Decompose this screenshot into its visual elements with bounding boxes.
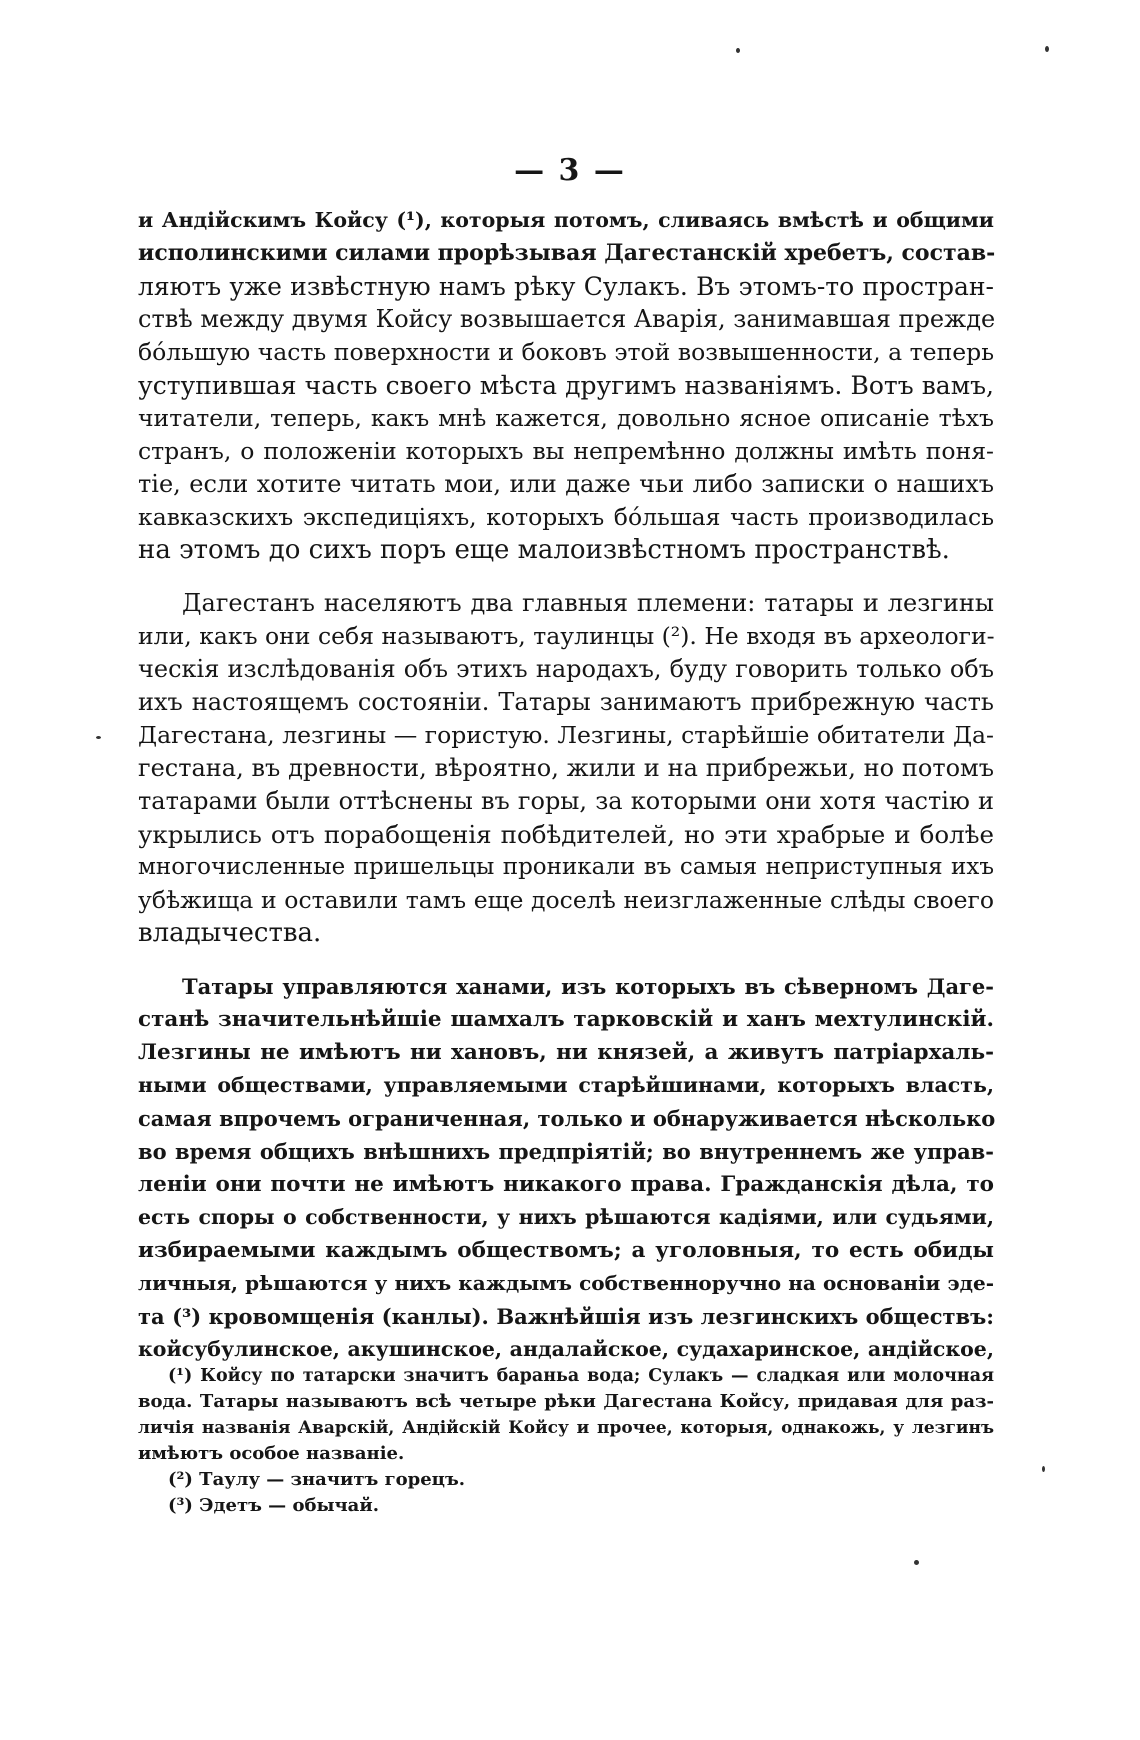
text-line: татарами были оттѣснены въ горы, за которыми они хотя частію и — [138, 787, 994, 815]
text-line: странъ, о положеніи которыхъ вы непремѣнно должны имѣть поня- — [138, 437, 994, 465]
text-line: тіе, если хотите читать мои, или даже чьи либо записки о нашихъ — [138, 470, 994, 498]
text-line: избираемыми каждымъ обществомъ; а уголовныя, то есть обиды — [138, 1238, 994, 1263]
footnote-line: имѣютъ особое названіе. — [138, 1443, 405, 1464]
main-text — [138, 204, 994, 1366]
text-line: во время общихъ внѣшнихъ предпріятій; во внутреннемъ же управ- — [138, 1139, 994, 1164]
text-line: Дагестана, лезгины — гористую. Лезгины, старѣйшіе обитатели Да- — [138, 721, 994, 749]
footnote-line: личія названія Аварскій, Андійскій Койсу и прочее, которыя, однакожь, у лезгинъ — [138, 1418, 994, 1438]
text-line: гестана, въ древности, вѣроятно, жили и на прибрежьи, но потомъ — [138, 754, 994, 782]
text-line: убѣжища и оставили тамъ еще доселѣ неизглаженные слѣды своего — [138, 886, 994, 914]
text-line: Татары управляются ханами, изъ которыхъ въ сѣверномъ Даге- — [182, 974, 994, 999]
text-line: Дагестанъ населяютъ два главныя племени: татары и лезгины — [182, 589, 994, 617]
text-line: читатели, теперь, какъ мнѣ кажется, довольно ясное описаніе тѣхъ — [138, 404, 994, 432]
text-line: владычества. — [138, 918, 322, 948]
footnote-line: (²) Таулу — значитъ горецъ. — [168, 1469, 466, 1490]
text-line: та (³) кровомщенія (канлы). Важнѣйшія изъ лезгинскихъ обществъ: — [138, 1304, 994, 1329]
footnote-line: вода. Татары называютъ всѣ четыре рѣки Дагестана Койсу, придавая для раз- — [138, 1391, 994, 1412]
scan-speck — [1042, 1466, 1045, 1472]
text-line: или, какъ они себя называютъ, таулинцы (²). Не входя въ археологи- — [138, 622, 995, 650]
text-line: самая впрочемъ ограниченная, только и обнаруживается нѣсколько — [138, 1106, 996, 1131]
text-line: многочисленные пришельцы проникали въ самыя неприступныя ихъ — [138, 854, 994, 880]
footnote — [138, 1467, 994, 1493]
footnote-line: (¹) Койсу по татарски значитъ бараньа вода; Сулакъ — сладкая или молочная — [168, 1366, 994, 1386]
scan-speck — [736, 48, 740, 53]
text-line: укрылись отъ порабощенія побѣдителей, но эти храбрые и болѣе — [138, 820, 994, 849]
text-line: станѣ значительнѣйшіе шамхалъ тарковскій и ханъ мехтулинскій. — [138, 1007, 994, 1032]
text-line: бо́льшую часть поверхности и боковъ этой возвышенности, а теперь — [138, 338, 994, 366]
text-line: на этомъ до сихъ поръ еще малоизвѣстномъ пространствѣ. — [138, 535, 950, 565]
scan-speck — [914, 1560, 919, 1565]
paragraph — [138, 587, 994, 950]
scan-speck — [96, 736, 101, 739]
paragraph — [138, 204, 994, 567]
text-line: есть споры о собственности, у нихъ рѣшаются кадіями, или судьями, — [138, 1205, 994, 1229]
text-line: ихъ настоящемъ состояніи. Татары занимаютъ прибрежную часть — [138, 688, 994, 716]
scan-speck — [1045, 46, 1049, 52]
text-line: личныя, рѣшаются у нихъ каждымъ собственноручно на основаніи эде- — [138, 1271, 994, 1295]
text-line: ляютъ уже извѣстную намъ рѣку Сулакъ. Въ этомъ-то простран- — [138, 272, 994, 301]
footnote — [138, 1363, 994, 1467]
text-line: и Андійскимъ Койсу (¹), которыя потомъ, сливаясь вмѣстѣ и общими — [138, 208, 994, 232]
text-line: ческія изслѣдованія объ этихъ народахъ, буду говорить только объ — [138, 655, 994, 683]
text-line: Лезгины не имѣютъ ни хановъ, ни князей, а живутъ патріархаль- — [138, 1040, 994, 1065]
footnote-line: (³) Эдетъ — обычай. — [168, 1495, 379, 1516]
text-line: койсубулинское, акушинское, андалайское, судахаринское, андійское, — [138, 1337, 994, 1361]
footnotes — [138, 1363, 994, 1519]
text-line: леніи они почти не имѣютъ никакого права. Гражданскія дѣла, то — [138, 1172, 994, 1197]
text-line: кавказскихъ экспедиціяхъ, которыхъ бо́льшая часть производилась — [138, 503, 994, 531]
text-line: ствѣ между двумя Койсу возвышается Аварія, занимавшая прежде — [138, 305, 996, 333]
paragraph — [138, 970, 994, 1366]
footnote — [138, 1493, 994, 1519]
text-line: исполинскими силами прорѣзывая Дагестанскій хребетъ, состав- — [138, 240, 996, 266]
text-line: уступившая часть своего мѣста другимъ названіямъ. Вотъ вамъ, — [138, 371, 994, 400]
page-number: — 3 — — [514, 153, 626, 188]
text-line: ными обществами, управляемыми старѣйшинами, которыхъ власть, — [138, 1073, 994, 1097]
